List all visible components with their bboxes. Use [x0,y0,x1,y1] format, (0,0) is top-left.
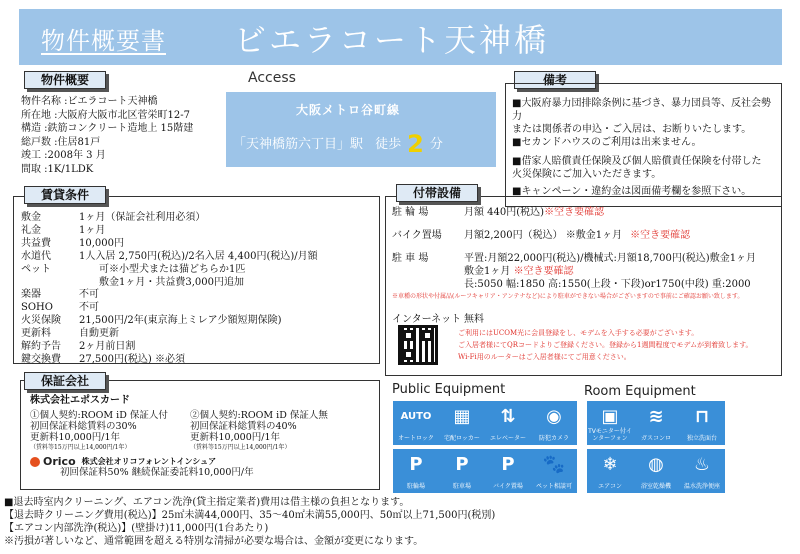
tv-intercom-icon: ▣ TVモニター付インターフォン [587,401,633,445]
plan-line: 初回保証料総賃料の40% [190,421,297,432]
chintai-value: 可※小型犬または猫どちらか1匹 [99,263,246,275]
access-label: Access [248,70,296,86]
chintai-key: 更新料 [21,328,51,340]
chintai-row [21,238,381,251]
futai-internet-value: 無料 [464,314,484,325]
biko-line: または関係者の申込・ご入居は、お断りいたします。 [512,124,752,135]
bukken-line: 総戸数 :住居81戸 [21,136,101,148]
washlet-toilet-icon: ♨ 温水洗浄便座 [679,449,725,493]
footer-line: ■退去時室内クリーニング、エアコン洗浄(貸主指定業者)費用は借主様の負担となります。 [4,497,410,508]
chintai-value: 21,500円/2年(東京海上ミレア少額短期保険) [79,315,282,327]
chintai-key: 水道代 [21,250,51,262]
access-walk-label: 徒歩 [375,137,402,152]
auto-lock-icon: AUTO オートロック [393,401,439,445]
chintai-value: 敷金1ヶ月・共益費3,000円追加 [99,276,244,288]
chintai-tag: 賃貸条件 [24,186,106,204]
biko-line: 火災保険にご加入いただきます。 [512,169,662,180]
internet-note: ご利用にはUCOM光に会員登録をし、モデムを入手する必要がございます。 [458,329,699,337]
chintai-value: 自動更新 [79,328,119,340]
chintai-row [21,354,381,367]
plan-note: （賃料等15万円以上14,000円/1年） [190,444,291,451]
bukken-line: 間取 :1K/1LDK [21,163,94,175]
plan-title: ②個人契約:ROOM iD 保証人無 [190,410,328,421]
futai-bike-label: バイク置場 [392,230,442,241]
public-equipment-title: Public Equipment [392,382,506,397]
access-station-name: 「天神橋筋六丁目」駅 [233,137,364,152]
futai-bicycle-value: 月額 440円(税込) [464,207,545,218]
chintai-key: 敷金 [21,212,41,223]
hosho-company-2-row [30,456,328,467]
footer-notes [4,496,784,548]
futai-details [392,206,780,326]
chintai-value: 1ヶ月（保証会社利用必須） [79,212,206,223]
hosho-company-1: 株式会社エポスカード [30,395,130,406]
futai-internet-notes [458,327,753,363]
futai-parking-fine-print: ※車種の形状や付属品(ルーフキャリア・アンテナなど)により駐車ができない場合がございますので事前にご確認お願い致します。 [392,293,744,300]
plan-title: ①個人契約:ROOM iD 保証人付 [30,410,168,421]
biko-line: ■キャンペーン・違約金は図面備考欄を参照下さい。 [512,186,752,197]
orico-logo: Orico [43,455,76,468]
car-parking-icon: P 駐車場 [439,449,485,493]
bike-parking-icon: P バイク置場 [485,449,531,493]
plan-line: 更新料10,000円/1年 [30,432,120,443]
delivery-locker-icon: ▦ 宅配ロッカー [439,401,485,445]
chintai-value: 不可 [79,289,99,301]
chintai-row [21,302,381,315]
access-railway-line: 大阪メトロ谷町線 [296,103,401,117]
biko-notes [512,97,780,198]
biko-line: ■借家人賠償責任保険及び個人賠償責任保険を付帯した [512,156,762,167]
access-walk-minutes: 2 [407,130,424,158]
chintai-value: 27,500円(税込) ※必須 [79,353,185,365]
futai-parking-line: 平置:月額22,000円(税込)/機械式:月額18,700円(税込)敷金1ヶ月 [464,253,757,264]
futai-internet-label: インターネット [392,314,462,325]
biko-line: ■大阪府暴力団排除条例に基づき、暴力団員等、反社会勢力 [512,98,772,122]
chintai-key: 鍵交換費 [21,353,61,365]
chintai-row [21,251,381,264]
futai-parking-row [392,252,780,291]
futai-bicycle-row [392,206,780,219]
futai-internet-row [392,313,780,326]
access-box [226,92,496,167]
bukken-line: 構造 :鉄筋コンクリート造地上 15階建 [21,123,194,134]
chintai-key: 火災保険 [21,315,61,327]
hosho-plans [30,410,328,452]
gas-stove-icon: ≋ ガスコンロ [633,401,679,445]
document-label: 物件概要書 [41,27,166,55]
hosho-details [30,395,328,478]
bukken-tag: 物件概要 [24,71,106,89]
chintai-key: SOHO [21,302,53,314]
chintai-row [21,328,381,341]
hosho-tag: 保証会社 [24,372,106,390]
chintai-value: 不可 [79,302,99,314]
biko-line: ■セカンドハウスのご利用は出来ません。 [512,137,702,148]
hosho-plan-2 [190,410,328,452]
futai-bike-value: 月額2,200円（税込） ※敷金1ヶ月 [464,230,623,241]
footer-line: 【退去時クリーニング費用(税込)】25㎡未満44,000円、35～40㎡未満55,000円、50㎡以上71,500円(税別) [4,510,496,521]
futai-bike-row [392,229,780,242]
chintai-row [21,315,381,328]
orico-logo-icon [30,457,40,467]
chintai-key: 解約予告 [21,341,61,353]
bukken-details [21,95,231,176]
futai-tag: 付帯設備 [396,184,478,202]
chintai-row [21,341,381,354]
futai-bicycle-note: ※空き要確認 [544,207,605,218]
footer-line: 【エアコン内部洗浄(税込)】(壁掛け)11,000円(1台あたり) [4,523,269,534]
chintai-row [21,264,381,277]
futai-bicycle-label: 駐 輪 場 [392,207,429,218]
qr-code-icon [398,325,438,365]
access-station-info [233,130,443,158]
futai-parking-label: 駐 車 場 [392,253,429,264]
bukken-line: 物件名称 :ビエラコート天神橋 [21,96,158,107]
chintai-row [21,212,381,225]
room-equipment-title: Room Equipment [584,384,696,399]
access-walk-unit: 分 [429,137,443,152]
futai-parking-line [464,265,756,278]
internet-note: Wi-Fi用のルーターはご入居者様にてご用意ください。 [458,353,631,361]
air-conditioner-icon: ❄ エアコン [587,449,633,493]
pet-allowed-icon: 🐾 ペット相談可 [531,449,577,493]
security-camera-icon: ◉ 防犯カメラ [531,401,577,445]
futai-parking-values [464,252,756,291]
bathroom-dryer-icon: ◍ 浴室乾燥機 [633,449,679,493]
hosho-plan-1 [30,410,190,452]
futai-parking-deposit: 敷金1ヶ月 [464,266,511,277]
chintai-row [21,225,381,238]
bicycle-parking-icon: P 駐輪場 [393,449,439,493]
chintai-row [21,289,381,302]
plan-line: 初回保証料総賃料の30% [30,421,137,432]
plan-line: 更新料10,000円/1年 [190,432,280,443]
futai-parking-note: ※空き要確認 [513,266,574,277]
hosho-company-2: 株式会社オリコフォレントインシュア [81,456,217,466]
chintai-key: 楽器 [21,289,41,301]
plan-note: （賃料等15万円以上14,000円/1年） [30,444,131,451]
washbasin-icon: ⊓ 独立洗面台 [679,401,725,445]
bukken-line: 所在地 :大阪府大阪市北区菅栄町12-7 [21,109,191,121]
chintai-key: 礼金 [21,224,41,236]
chintai-key: 共益費 [21,237,51,249]
property-title: ビエラコート天神橋 [234,21,550,59]
footer-line: ※汚損が著しいなど、通常範囲を超える特別な清掃が必要な場合は、金額が変更になります。 [4,536,424,547]
chintai-key [21,277,79,290]
futai-bike-note: ※空き要確認 [630,230,691,241]
bukken-line: 竣工 :2008年 3 月 [21,150,106,161]
chintai-value: 2ヶ月前日割 [79,341,136,353]
elevator-icon: ⇅ エレベーター [485,401,531,445]
chintai-row [21,277,381,290]
hosho-plan-3: 初回保証料50% 継続保証委託料10,000円/年 [60,467,254,478]
chintai-table [21,212,381,367]
internet-note: ご入居者様にてQRコードよりご登録ください。登録から1週間程度でモデムが到着致します。 [458,341,753,349]
biko-tag: 備考 [514,71,596,89]
chintai-key: ペット [21,263,51,275]
chintai-value: 10,000円 [79,237,124,249]
chintai-value: 1ヶ月 [79,224,106,236]
header-banner [19,9,782,65]
futai-parking-line: 長:5050 幅:1850 高:1550(上段・下段)or1750(中段) 重:2000 [464,279,751,290]
chintai-value: 1人入居 2,750円(税込)/2名入居 4,400円(税込)/月額 [79,250,318,262]
